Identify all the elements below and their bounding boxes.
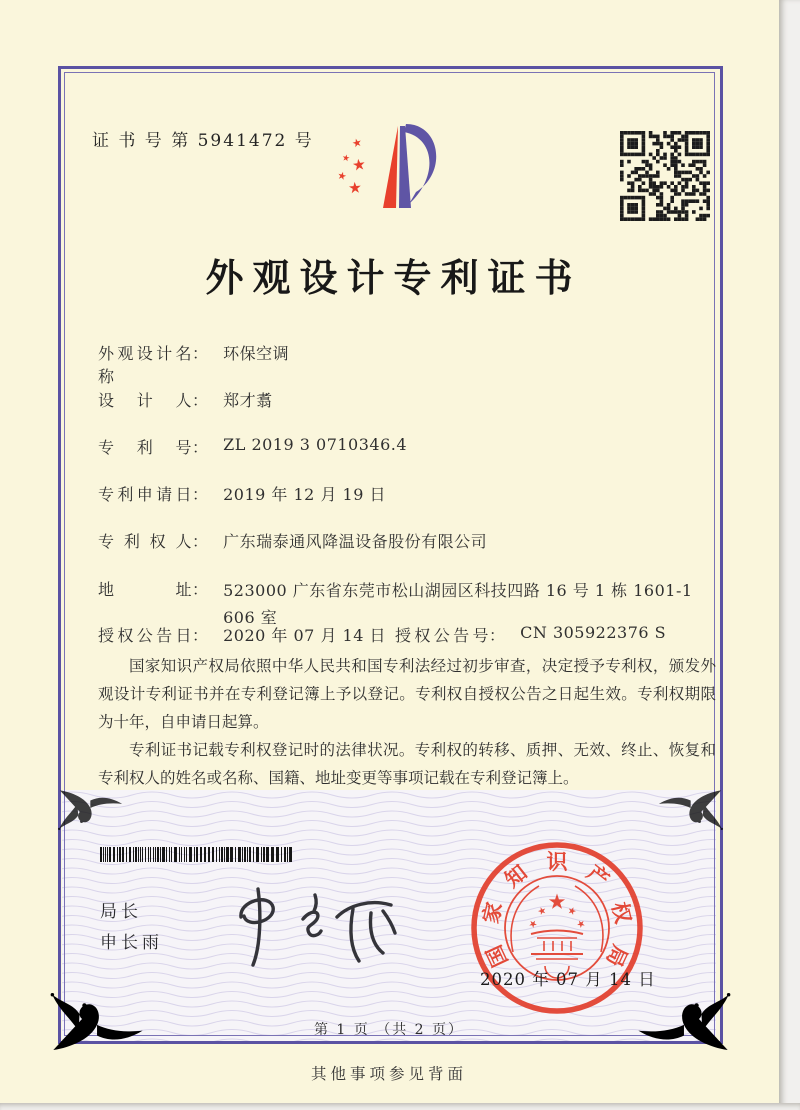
field-row-designer <box>98 388 718 414</box>
corner-flourish-top-left <box>55 789 127 835</box>
emblem-stars <box>528 894 587 929</box>
field-value: CN 305922376 S <box>520 623 667 642</box>
signature <box>225 883 400 968</box>
grant-number-group <box>395 623 666 646</box>
official-title: 局长 <box>100 902 142 922</box>
field-row-grant <box>98 623 718 649</box>
svg-text:局: 局 <box>601 941 634 971</box>
field-value: 广东瑞泰通风降温设备股份有限公司 <box>223 532 488 551</box>
scan-edge-right <box>779 0 800 1110</box>
legal-text <box>98 652 716 792</box>
svg-text:产: 产 <box>582 859 615 893</box>
field-value: ZL 2019 3 0710346.4 <box>223 435 408 454</box>
legal-paragraph: 专利证书记载专利权登记时的法律状况。专利权的转移、质押、无效、终止、恢复和专利权人的姓名或名称、国籍、地址变更等事项记载在专利登记簿上。 <box>98 741 716 787</box>
field-colon: ： <box>192 438 209 457</box>
field-value: 郑才翥 <box>223 391 273 410</box>
field-value: 2020 年 07 月 14 日 <box>223 626 386 645</box>
field-label: 设计人 <box>98 391 192 410</box>
legal-paragraph: 国家知识产权局依照中华人民共和国专利法经过初步审查，决定授予专利权，颁发外观设计专利证书并在专利登记簿上予以登记。专利权自授权公告之日起生效。专利权期限为十年，自申请日起算。 <box>98 657 716 731</box>
field-colon: ： <box>192 626 209 645</box>
field-value: 环保空调 <box>223 344 290 363</box>
field-colon: ： <box>192 344 209 363</box>
page-number: 第 1 页 （共 2 页） <box>313 1022 465 1038</box>
cnipa-logo <box>336 116 446 220</box>
svg-text:家: 家 <box>477 899 507 926</box>
field-label: 授权公告日 <box>98 626 192 645</box>
svg-text:知: 知 <box>499 859 532 893</box>
back-note: 其他事项参见背面 <box>310 1065 467 1083</box>
field-label: 专利权人 <box>98 532 192 551</box>
field-value: 2019 年 12 月 19 日 <box>223 485 386 504</box>
star-icon <box>349 181 362 193</box>
star-icon <box>342 154 350 162</box>
logo-red-wedge <box>383 126 398 208</box>
corner-flourish-top-right <box>654 789 726 835</box>
star-icon <box>352 138 362 148</box>
certificate-number: 证 书 号 第 5941472 号 <box>92 131 314 151</box>
field-label: 地址 <box>98 580 192 599</box>
field-label: 专利申请日 <box>98 485 192 504</box>
field-label: 专利号 <box>98 438 192 457</box>
grant-date-group <box>98 623 386 645</box>
qr-code <box>620 131 710 221</box>
svg-text:国: 国 <box>480 941 513 971</box>
scan-edge-bottom <box>0 1103 800 1110</box>
field-colon: ： <box>192 485 209 504</box>
logo-stars <box>337 138 365 194</box>
seal-date: 2020 年 07 月 14 日 <box>480 970 656 989</box>
field-row-filing-date <box>98 482 718 508</box>
field-colon: ： <box>192 532 209 551</box>
field-label: 外观设计名称 <box>98 344 192 386</box>
logo-purple-bar <box>399 126 411 208</box>
field-label: 授权公告号 <box>395 626 489 645</box>
svg-text:识: 识 <box>546 849 568 874</box>
star-icon <box>352 158 365 171</box>
official-name: 申长雨 <box>100 933 163 953</box>
field-row-design-name <box>98 341 718 386</box>
field-colon: ： <box>489 626 506 645</box>
barcode <box>100 847 298 862</box>
field-row-patentee <box>98 529 718 555</box>
official-seal <box>465 836 649 1020</box>
certificate-title: 外观设计专利证书 <box>205 255 582 300</box>
field-colon: ： <box>192 580 209 599</box>
field-value: 523000 广东省东莞市松山湖园区科技四路 16 号 1 栋 1601-1 606 室 <box>223 581 693 627</box>
field-row-patent-number <box>98 435 718 461</box>
field-colon: ： <box>192 391 209 410</box>
svg-text:权: 权 <box>607 899 637 926</box>
star-icon <box>337 171 347 180</box>
